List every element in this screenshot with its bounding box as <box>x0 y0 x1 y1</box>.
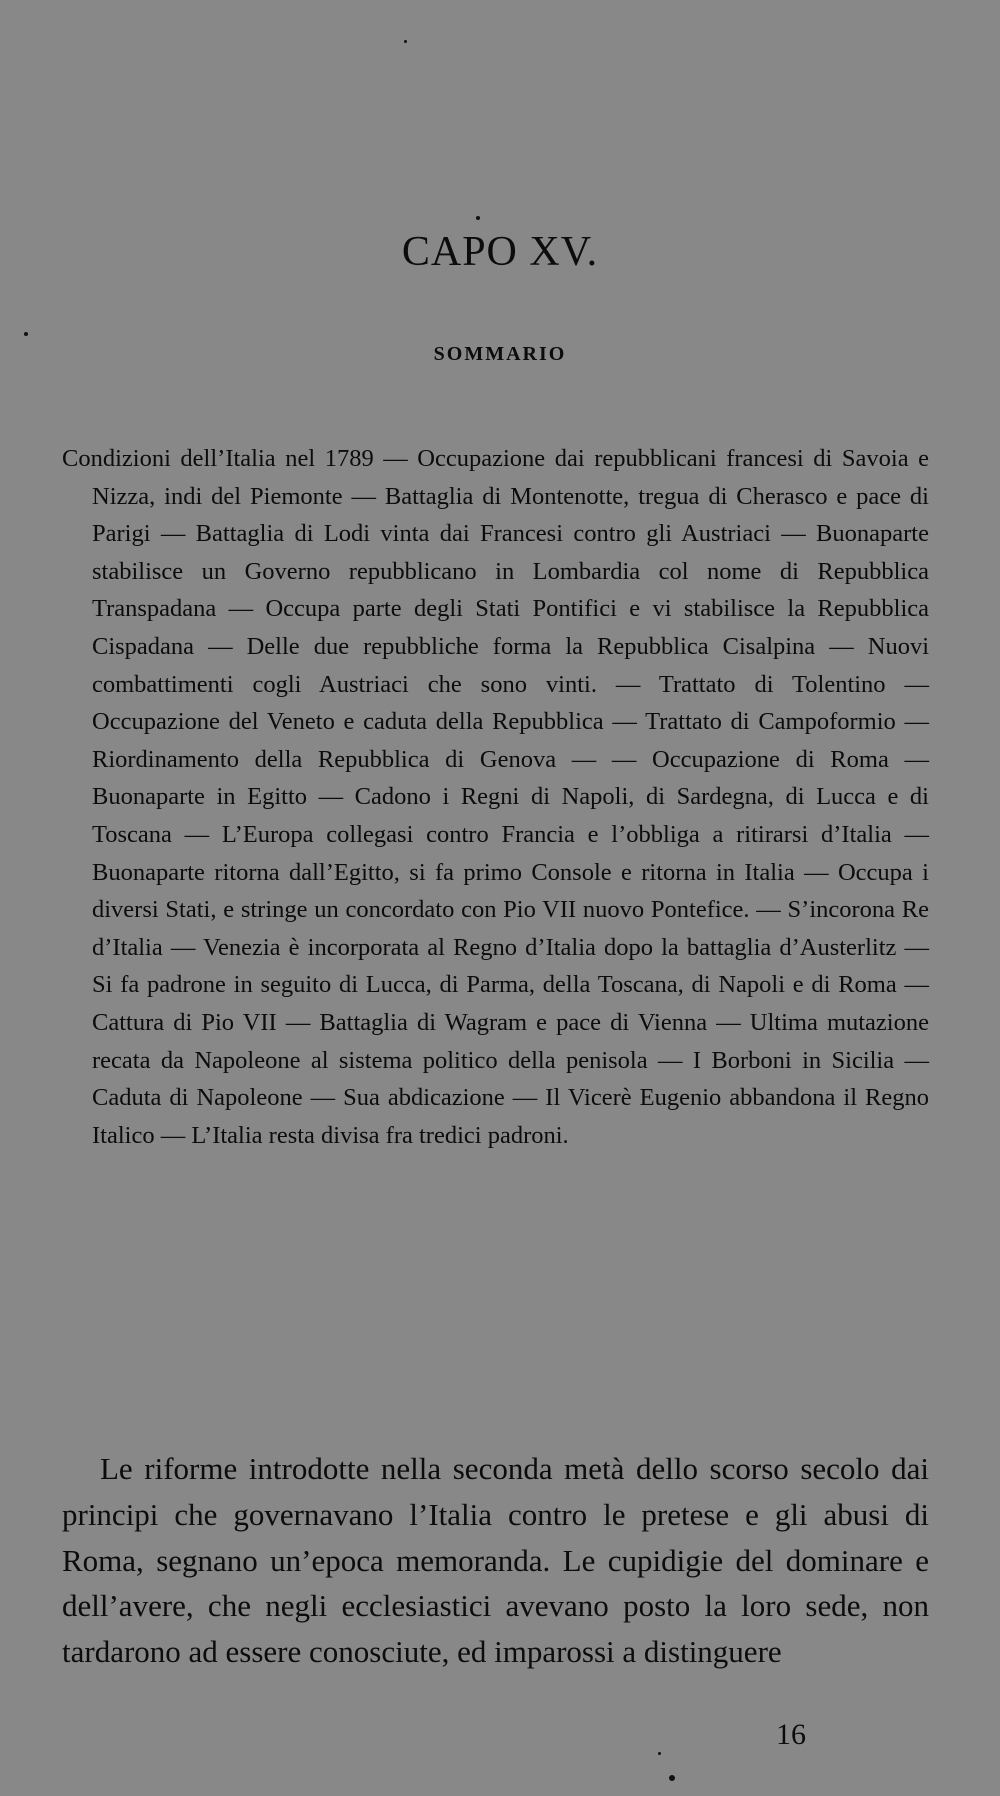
page-number: 16 <box>776 1718 806 1751</box>
scan-speck <box>658 1752 661 1755</box>
chapter-title: CAPO XV. <box>401 229 599 275</box>
summary-text: Condizioni dell’Italia nel 1789 — Occupazione dai repubblicani francesi di Savoia e Nizza, indi del Piemonte — Battaglia di Montenotte, tregua di Cherasco e pace di Parigi — Battaglia di Lodi vinta dai Francesi contro gli Austriaci — Buonaparte stabilisce un Governo repubblicano in Lombardia col nome di Repubblica Transpadana — Occupa parte degli Stati Pontifici e vi stabilisce la Repubblica Cispadana — Delle due repubbliche forma la Repubblica Cisalpina — Nuovi combattimenti cogli Austriaci che sono vinti. — Trattato di Tolentino — Occupazione del Veneto e caduta della Repubblica — Trattato di Campoformio — Riordinamento della Repubblica di Genova — — Occupazione di Roma — Buonaparte in Egitto — Cadono i Regni di Napoli, di Sardegna, di Lucca e di Toscana — L’Europa collegasi contro Francia e l’obbliga a ritirarsi d’Italia — Buonaparte ritorna dall’Egitto, si fa primo Console e ritorna in Italia — Occupa i diversi Stati, e stringe un concordato con Pio VII nuovo Pontefice. — S’incorona Re d’Italia — Venezia è incorporata al Regno d’Italia dopo la battaglia d’Austerlitz — Si fa padrone in seguito di Lucca, di Parma, della Toscana, di Napoli e di Roma — Cattura di Pio VII — Battaglia di Wagram e pace di Vienna — Ultima mutazione recata da Napoleone al sistema politico della penisola — I Borboni in Sicilia — Caduta di Napoleone — Sua abdicazione — Il Vicerè Eugenio abbandona il Regno Italico — L’Italia resta divisa fra tredici padroni. <box>62 445 929 1149</box>
summary-heading: SOMMARIO <box>433 343 567 365</box>
scan-speck <box>404 40 407 43</box>
scan-speck <box>24 332 28 336</box>
scan-speck <box>476 216 480 220</box>
scan-speck <box>669 1775 675 1781</box>
body-paragraph: Le riforme introdotte nella seconda metà dello scorso secolo dai principi che governavano l’Italia contro le pretese e gli abusi di Roma, segnano un’epoca memoranda. Le cupidigie del dominare e dell’avere, che negli ecclesiastici avevano posto la loro sede, non tardarono ad essere conosciute, ed imparossi a distinguere <box>62 1451 929 1670</box>
